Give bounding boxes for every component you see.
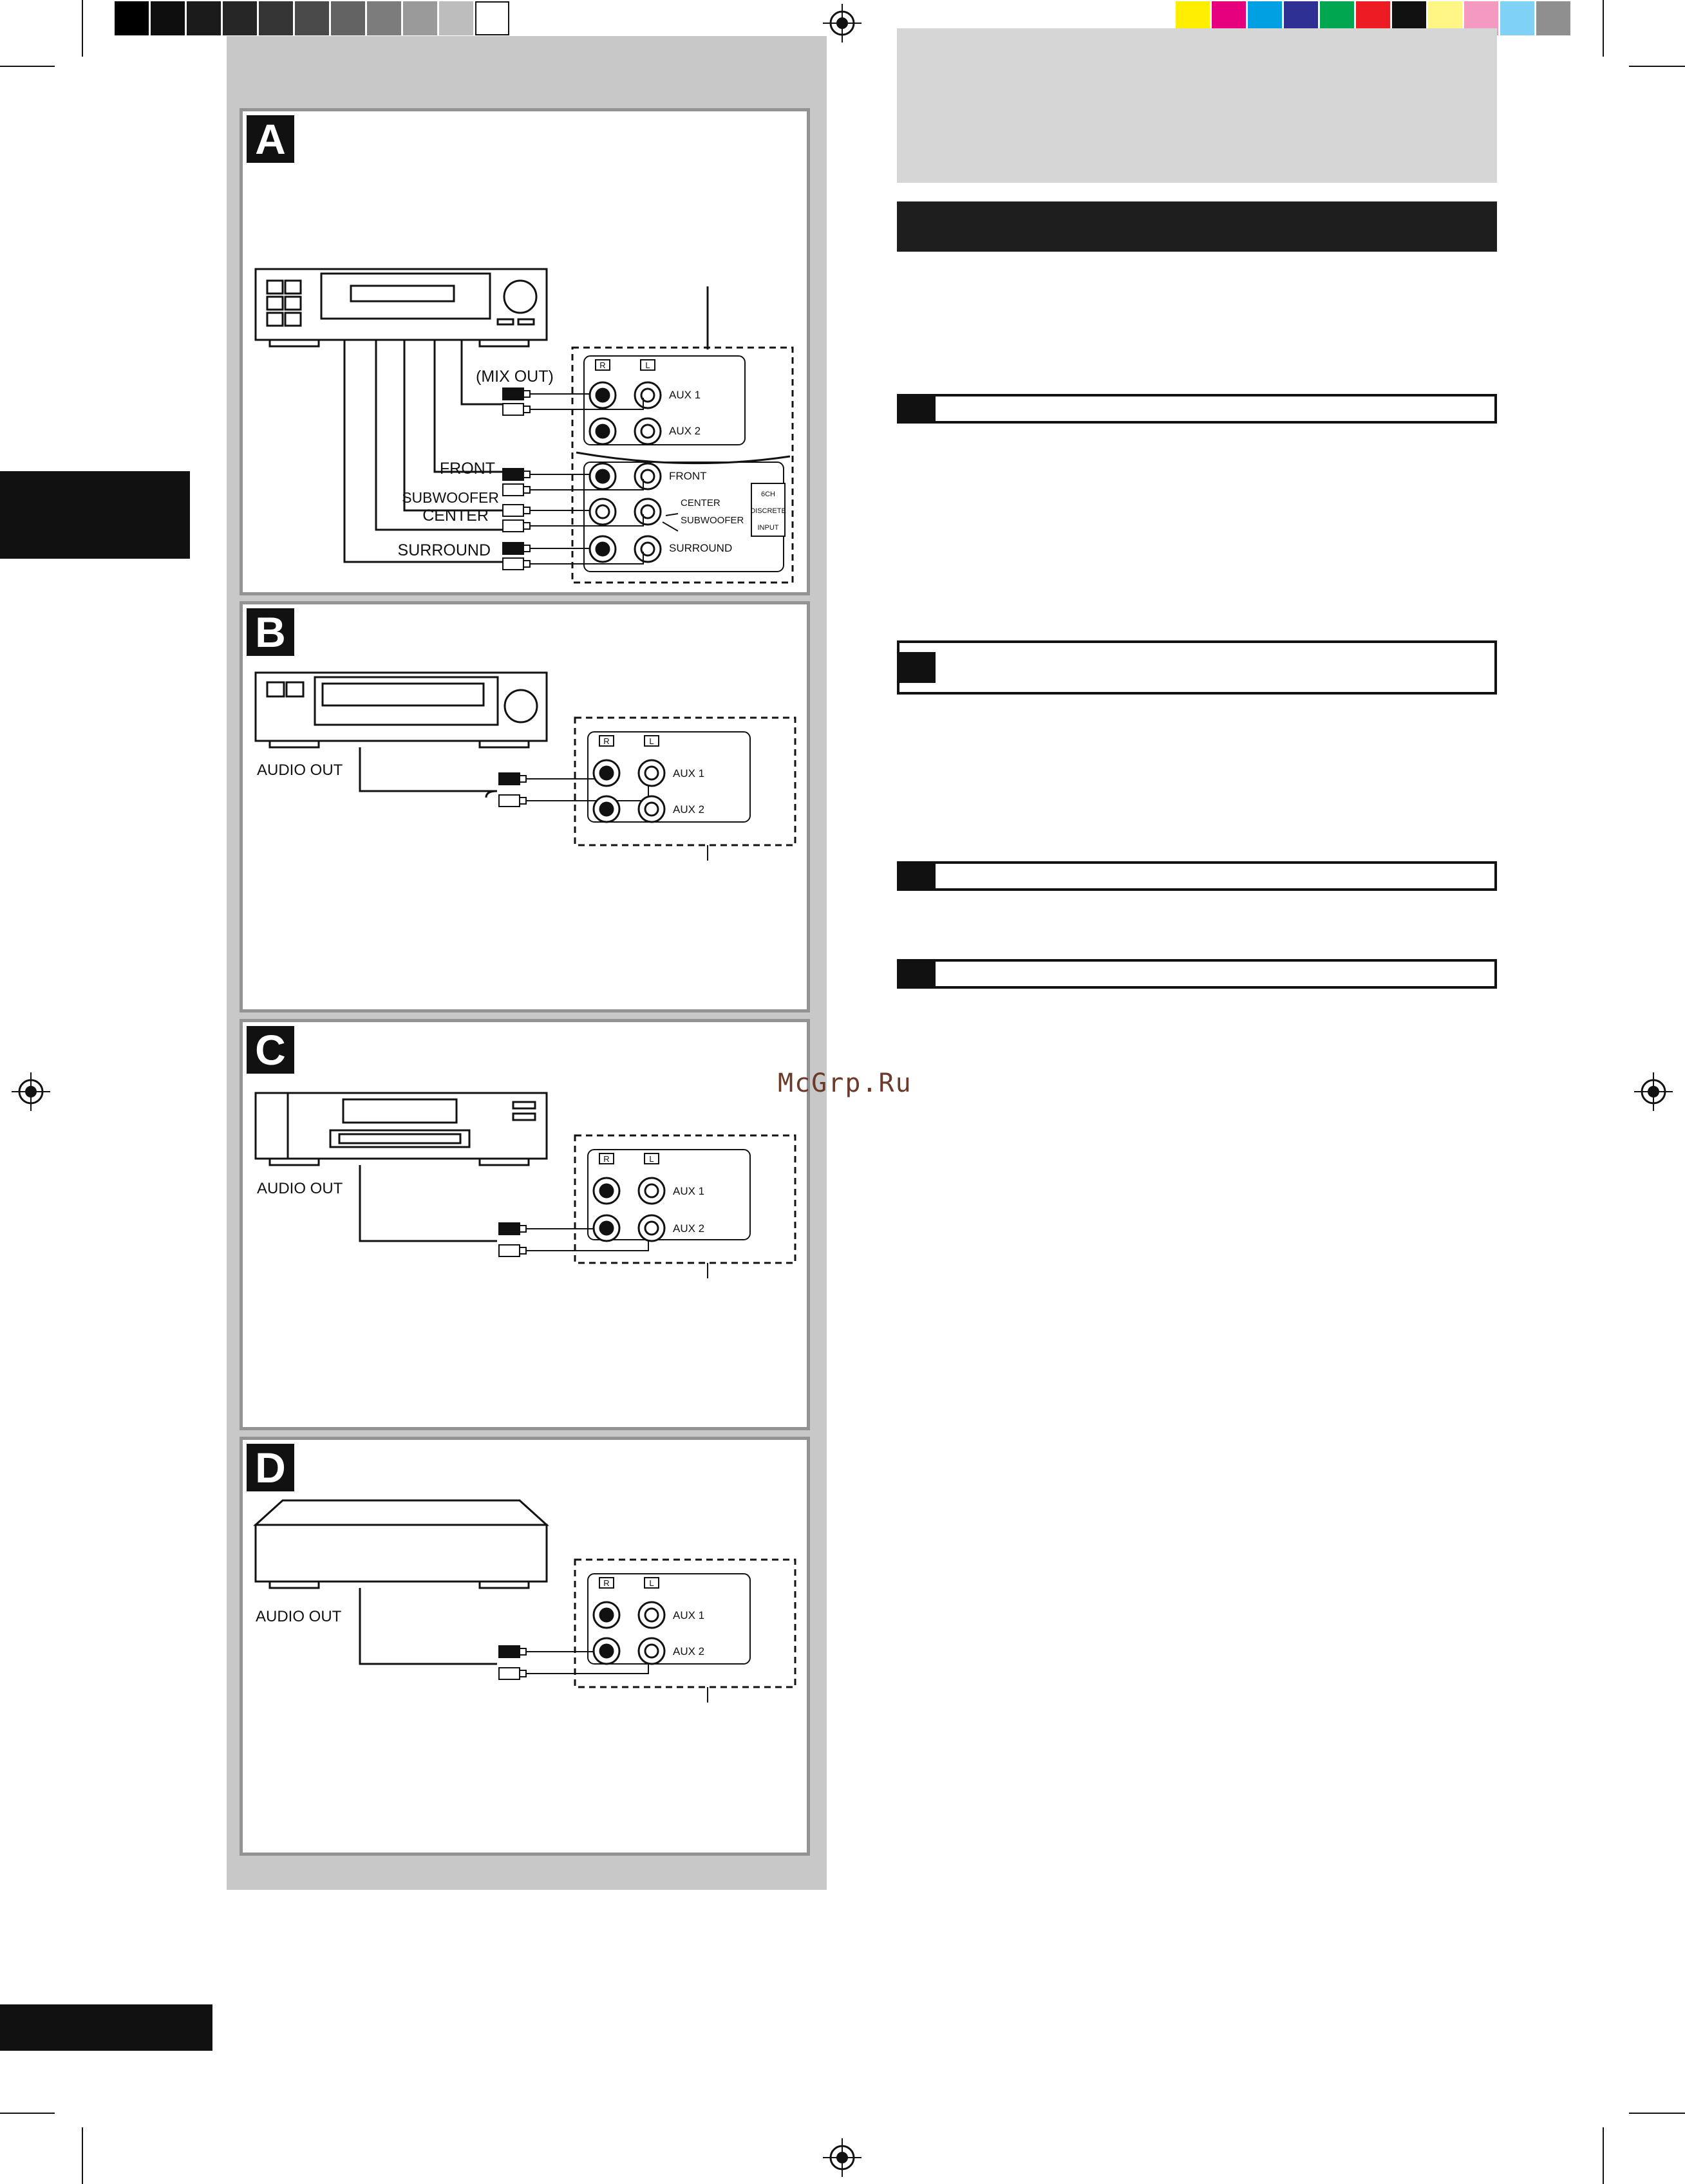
subheading-marker-2 [899,652,936,683]
panel-a-r-label: R [599,360,606,370]
section-header-bar [897,201,1497,252]
dvd-receiver-unit [256,269,547,346]
color-swatch [187,1,221,35]
registration-mark-right [1634,1072,1673,1111]
panel-b-r-label: R [603,736,610,746]
panel-a-aux1-label: AUX 1 [669,389,701,401]
subheading-bar-4 [897,959,1497,989]
rca-plugs-b [499,773,526,807]
subheading-bar-3 [897,861,1497,891]
page-number-tab [0,2004,212,2051]
panel-a-aux2-label: AUX 2 [669,425,701,437]
panel-b-badge: B [247,608,294,656]
panel-c-aux1-label: AUX 1 [673,1185,705,1197]
color-swatch [439,1,473,35]
panel-a-l-label: L [645,360,650,370]
color-swatch [475,1,509,35]
side-tab [0,471,190,559]
rca-plugs-sub-center [503,505,530,532]
vcr-unit [256,1093,547,1165]
color-swatch [403,1,437,35]
input-box-line-2: DISCRETE [750,507,786,515]
panel-b [240,601,810,1013]
panel-d [240,1437,810,1856]
color-swatch [115,1,149,35]
color-swatch [331,1,365,35]
watermark: McGrp.Ru [778,1069,912,1098]
registration-mark-top [823,4,861,42]
panel-c-diagram [243,1022,807,1427]
registration-mark-bottom [823,2138,861,2177]
title-block [897,28,1497,183]
panel-c-aux2-label: AUX 2 [673,1222,705,1235]
panel-a [240,108,810,595]
panel-b-diagram [243,604,807,1009]
input-box-line-1: 6CH [760,490,776,498]
panel-a-surround-jack-label: SURROUND [669,542,733,554]
panel-b-aux1-label: AUX 1 [673,767,705,779]
color-swatch [1536,1,1570,35]
panel-b-l-label: L [649,736,654,746]
rca-plugs-surround [503,543,530,570]
cd-player-unit [256,673,547,747]
panel-d-badge: D [247,1444,294,1491]
color-swatch [151,1,185,35]
panel-d-aux2-label: AUX 2 [673,1645,705,1657]
panel-a-front-jack-label: FRONT [669,470,707,482]
panel-a-subwoofer-label: SUBWOOFER [402,489,499,506]
panel-d-diagram [243,1440,807,1853]
panel-c [240,1019,810,1430]
color-swatch [259,1,293,35]
panel-b-audio-out-label: AUDIO OUT [257,761,343,779]
panel-d-l-label: L [649,1578,654,1588]
subheading-bar-1 [897,394,1497,424]
color-swatch [295,1,329,35]
panel-a-diagram [243,111,807,592]
subheading-bar-2 [897,640,1497,695]
rca-plugs-c [499,1223,526,1256]
panel-a-front-label: FRONT [439,460,495,478]
panel-c-l-label: L [649,1154,654,1164]
panel-a-center-jack-label: CENTER [681,498,720,509]
panel-a-center-label: CENTER [422,507,489,525]
panel-d-r-label: R [603,1578,610,1588]
panel-a-subwoofer-jack-label: SUBWOOFER [681,515,744,526]
panel-c-audio-out-label: AUDIO OUT [257,1180,343,1197]
game-console-unit [256,1500,547,1588]
subheading-marker-4 [899,962,936,986]
rca-plugs-mix-out [503,388,530,415]
subheading-marker-1 [899,397,936,421]
panel-c-r-label: R [603,1154,610,1164]
panel-b-aux2-label: AUX 2 [673,803,705,816]
rca-plugs-d [499,1646,526,1679]
rca-plugs-front [503,469,530,496]
panel-a-badge: A [247,115,294,163]
panel-c-badge: C [247,1026,294,1074]
color-swatch [223,1,257,35]
panel-d-audio-out-label: AUDIO OUT [256,1608,342,1625]
subheading-marker-3 [899,864,936,888]
registration-mark-left [12,1072,50,1111]
panel-a-surround-label: SURROUND [397,541,491,559]
input-box-line-3: INPUT [757,524,779,532]
panel-d-aux1-label: AUX 1 [673,1609,705,1621]
color-swatch [1500,1,1534,35]
color-swatch [367,1,401,35]
panel-a-mix-out-label: (MIX OUT) [476,368,554,386]
